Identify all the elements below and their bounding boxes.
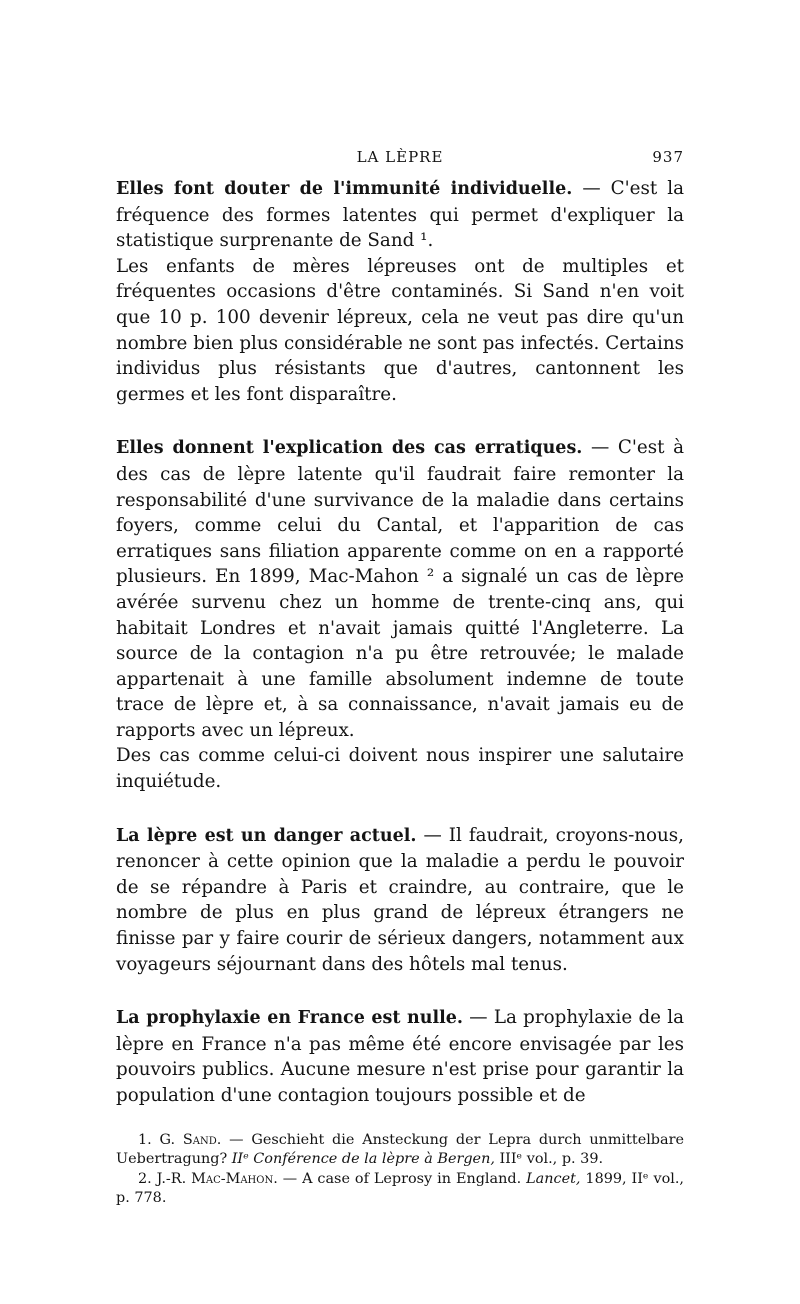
footnote-marker: 2. J.-R. xyxy=(138,1170,192,1187)
footnote-text: IIIᵉ vol., p. 39. xyxy=(494,1151,604,1168)
footnote-text: — A case of Leprosy in England. xyxy=(277,1170,527,1187)
paragraph-text: — La prophylaxie de la lèpre en France n'a pas même été encore envisagée par les pouvoirs publics. Aucune mesure n'est prise pour garantir la population d'une contagion toujours possible et de xyxy=(116,1007,684,1106)
footnote xyxy=(116,1170,684,1209)
paragraph: Les enfants de mères lépreuses ont de multiples et fréquentes occasions d'être contaminés. Si Sand n'en voit que 10 p. 100 devenir lépreux, cela ne veut pas dire qu'un nombre bien plus considérable ne sont pas infectés. Certains individus plus résistants que d'autres, cantonnent les germes et les font disparaître. xyxy=(116,255,684,405)
paragraph xyxy=(116,823,684,978)
section-current-danger xyxy=(116,823,684,978)
footnote-marker: 1. G. xyxy=(138,1131,183,1148)
section-immunity xyxy=(116,176,684,407)
footnote-citation: IIᵉ Conférence de la lèpre à Bergen, xyxy=(231,1151,495,1168)
section-heading: La lèpre est un danger actuel. xyxy=(116,825,417,846)
paragraph xyxy=(116,1005,684,1108)
footnotes xyxy=(116,1131,684,1209)
footnote-text: 1899, IIᵉ vol., p. 778. xyxy=(116,1170,684,1207)
footnote-text: — Geschieht die Ansteckung der Lepra durch unmittelbare Uebertragung? xyxy=(116,1131,684,1168)
paragraph-text: — C'est à des cas de lèpre latente qu'il faudrait faire remonter la responsabilité d'une survivance de la maladie dans certains foyers, comme celui du Cantal, et l'apparition de cas erratiques sans filiation apparente comme on en a rapporté plusieurs. En 1899, Mac-Mahon ² a signalé un cas de lèpre avérée survenu chez un homme de trente-cinq ans, qui habitait Londres et n'avait jamais quitté l'Angleterre. La source de la contagion n'a pu être retrouvée; le malade appartenait à une famille absolument indemne de toute trace de lèpre et, à sa connaissance, n'avait jamais eu de rapports avec un lépreux. xyxy=(116,437,684,741)
paragraph xyxy=(116,176,684,254)
footnote-author: Mac-Mahon. xyxy=(191,1170,278,1187)
footnote-citation: Lancet, xyxy=(526,1170,581,1187)
book-page xyxy=(116,148,684,1209)
running-title: LA LÈPRE xyxy=(356,148,444,166)
paragraph-text: — C'est la fréquence des formes latentes qui permet d'expliquer la statistique surprenante de Sand ¹. xyxy=(116,178,684,252)
page-number: 937 xyxy=(652,148,684,166)
footnote-author: Sand. xyxy=(182,1131,222,1148)
section-erratic-cases xyxy=(116,435,684,794)
paragraph-text: — Il faudrait, croyons-nous, renoncer à cette opinion que la maladie a perdu le pouvoir de se répandre à Paris et craindre, au contraire, que le nombre de plus en plus grand de lépreux étrangers ne finisse par y faire courir de sérieux dangers, notamment aux voyageurs séjournant dans des hôtels mal tenus. xyxy=(116,824,684,975)
section-heading: Elles font douter de l'immunité individuelle. xyxy=(116,179,573,199)
running-head xyxy=(116,148,684,176)
paragraph: Des cas comme celui-ci doivent nous inspirer une salutaire inquiétude. xyxy=(116,745,684,793)
section-heading: Elles donnent l'explication des cas erratiques. xyxy=(116,438,583,459)
footnote xyxy=(116,1131,684,1170)
section-prophylaxis xyxy=(116,1005,684,1108)
section-heading: La prophylaxie en France est nulle. xyxy=(116,1008,464,1029)
paragraph xyxy=(116,435,684,743)
